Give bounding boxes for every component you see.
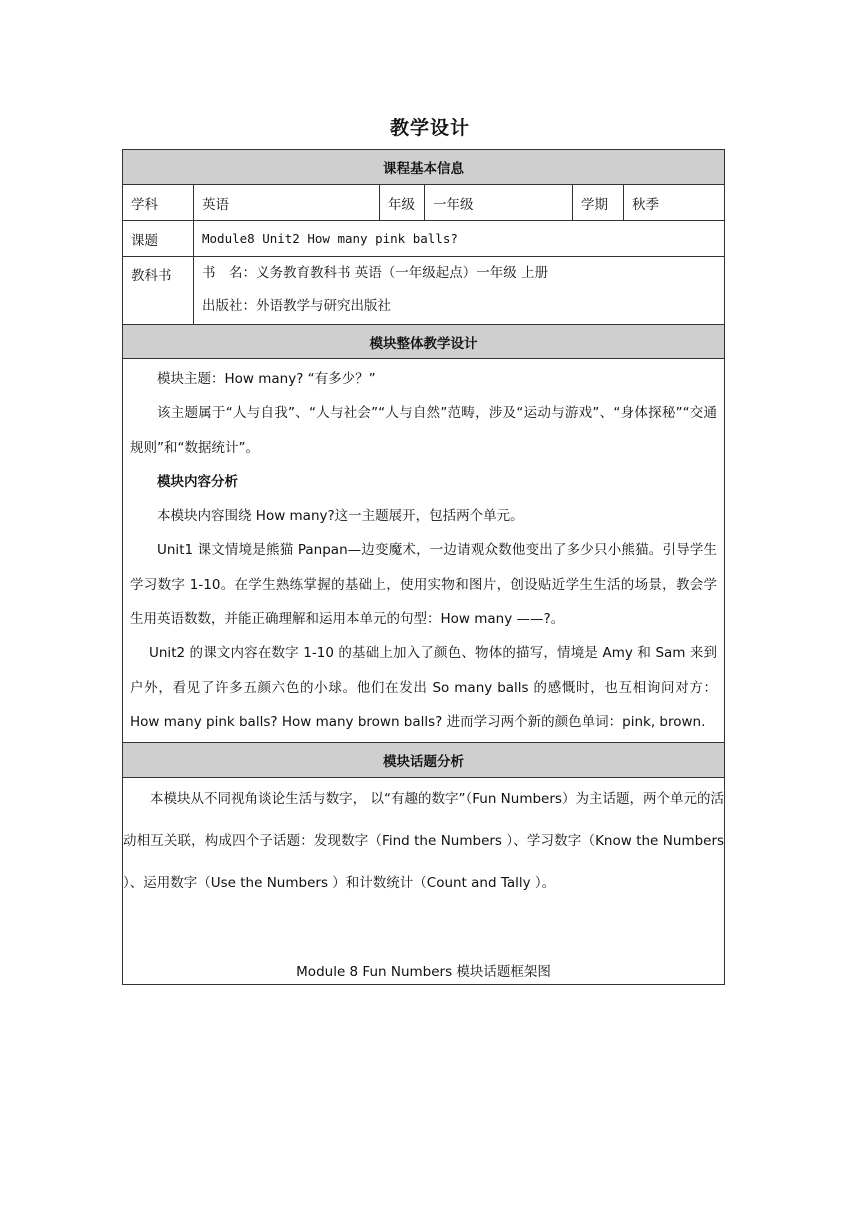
subject-label: 学科 bbox=[123, 185, 194, 221]
term-label: 学期 bbox=[573, 185, 624, 221]
textbook-label: 教科书 bbox=[123, 257, 194, 325]
content-intro-paragraph: 本模块内容围绕 How many?这一主题展开，包括两个单元。 bbox=[157, 508, 524, 525]
topic-label: 课题 bbox=[123, 221, 194, 257]
textbook-info bbox=[194, 257, 725, 325]
grade-label: 年级 bbox=[380, 185, 425, 221]
module-theme-line: 模块主题：How many? “有多少？” bbox=[157, 371, 376, 387]
module-scope-paragraph: 该主题属于“人与自我”、“人与社会”“人与自然”范畴，涉及“运动与游戏”、“身体探秘”“交通规则”和“数据统计”。 bbox=[130, 405, 718, 456]
topic-analysis-paragraph: 本模块从不同视角谈论生活与数字， 以“有趣的数字”（Fun Numbers）为主话题，两个单元的活动相互关联，构成四个子话题：发现数字（Find the Numbers ）、学习数字（Know the Numbers ）、运用数字（Use the Numbers ）和计数统计（Count and Tally ）。 bbox=[123, 791, 725, 892]
module-design-header: 模块整体教学设计 bbox=[123, 325, 725, 359]
content-analysis-heading: 模块内容分析 bbox=[157, 473, 238, 490]
topic-framework-caption: Module 8 Fun Numbers 模块话题框架图 bbox=[296, 964, 551, 981]
term-value: 秋季 bbox=[624, 185, 725, 221]
textbook-title-line: 书 名：义务教育教科书 英语（一年级起点）一年级 上册 bbox=[202, 265, 549, 281]
module-design-body bbox=[123, 359, 725, 743]
unit1-paragraph: Unit1 课文情境是熊猫 Panpan—边变魔术，一边请观众数他变出了多少只小熊猫。引导学生学习数字 1-10。在学生熟练掌握的基础上，使用实物和图片，创设贴近学生生活的场景，教会学生用英语数数，并能正确理解和运用本单元的句型：How many ——?。 bbox=[130, 542, 718, 628]
basic-info-header: 课程基本信息 bbox=[123, 150, 725, 185]
topic-analysis-header: 模块话题分析 bbox=[123, 743, 725, 778]
grade-value: 一年级 bbox=[425, 185, 573, 221]
topic-analysis-body bbox=[123, 778, 725, 985]
document-title: 教学设计 bbox=[389, 117, 470, 139]
unit2-paragraph: Unit2 的课文内容在数字 1-10 的基础上加入了颜色、物体的描写，情境是 Amy 和 Sam 来到户外，看见了许多五颜六色的小球。他们在发出 So many balls 的感慨时，也互相询问对方：How many pink balls? How many brown balls? 进而学习两个新的颜色单词：pink, brown. bbox=[130, 645, 718, 730]
lesson-plan-table bbox=[122, 149, 725, 985]
textbook-publisher-line: 出版社：外语教学与研究出版社 bbox=[202, 298, 391, 314]
topic-value: Module8 Unit2 How many pink balls? bbox=[194, 221, 725, 257]
subject-value: 英语 bbox=[194, 185, 380, 221]
